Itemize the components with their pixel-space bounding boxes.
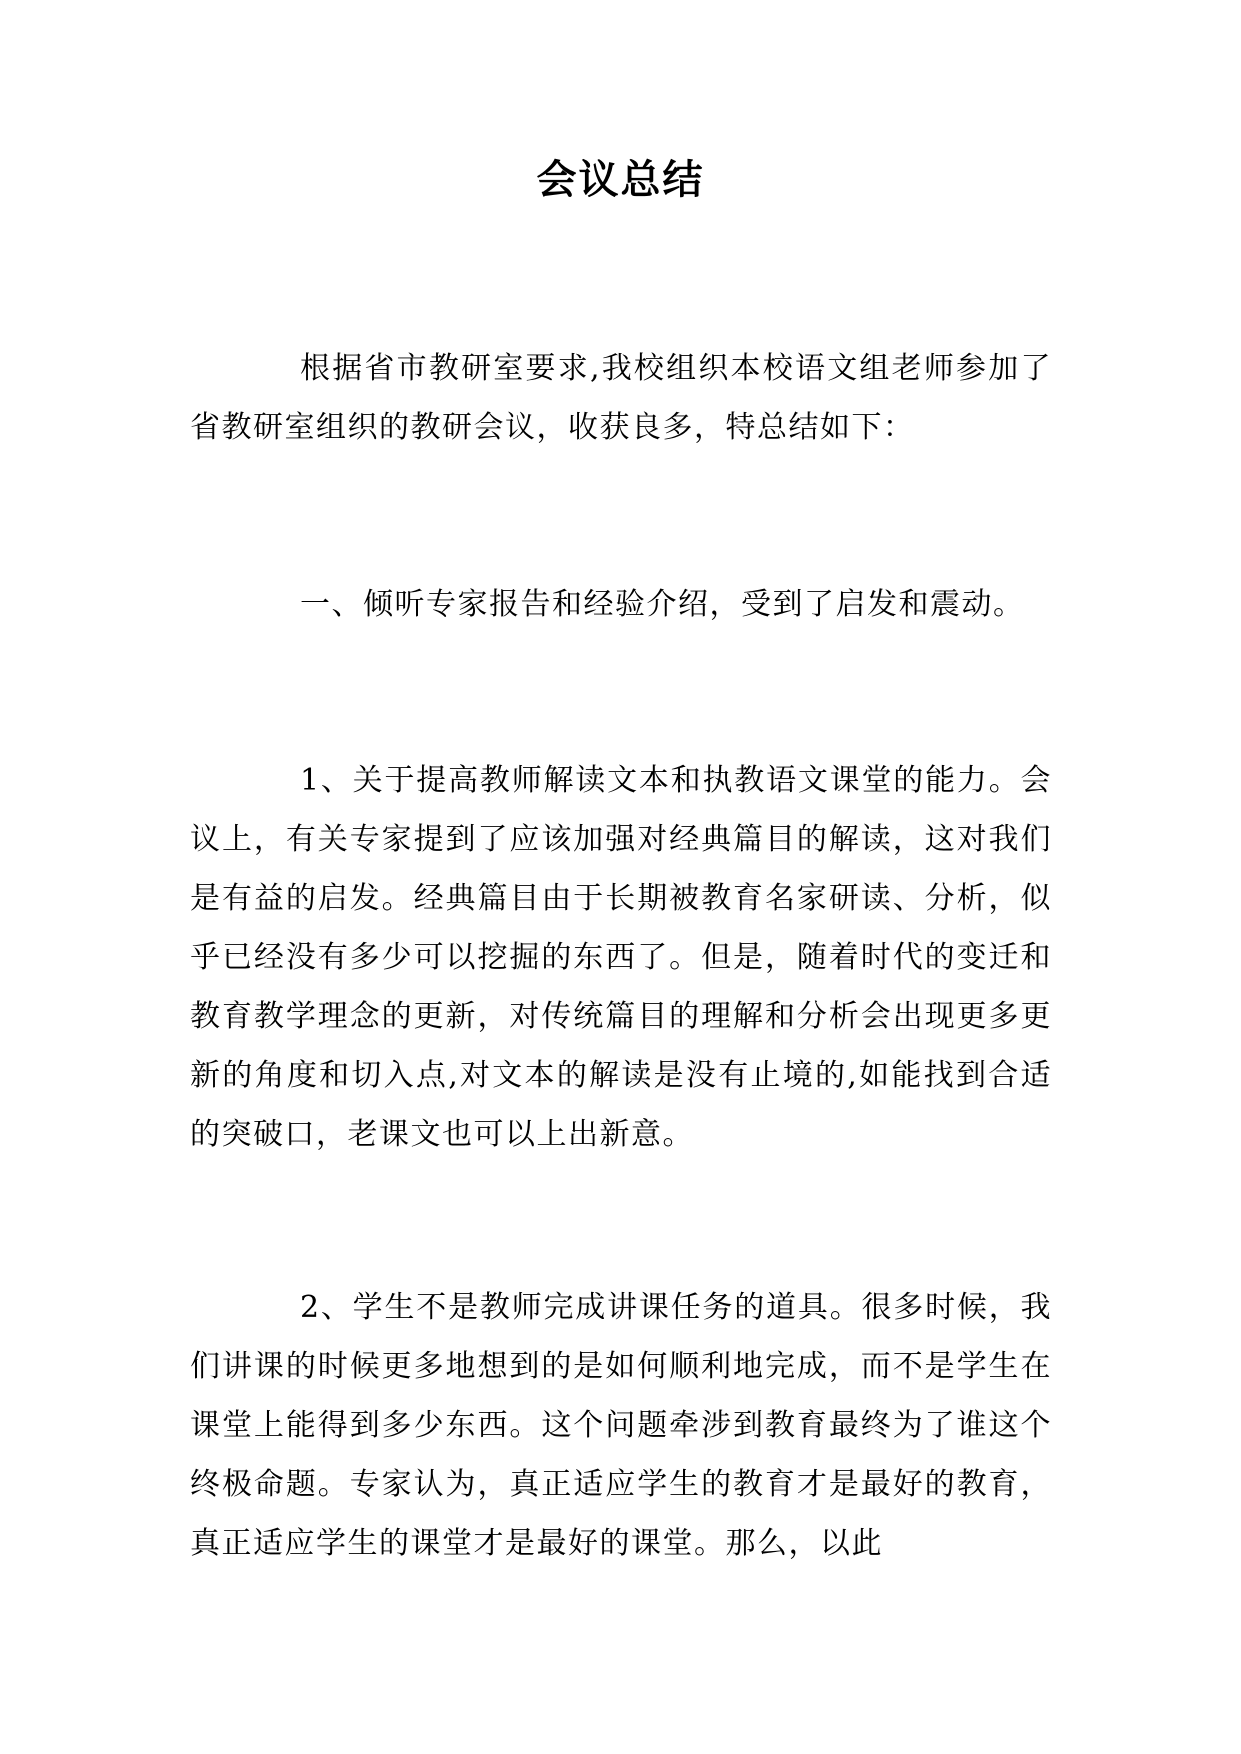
intro-paragraph: 根据省市教研室要求,我校组织本校语文组老师参加了省教研室组织的教研会议，收获良多，特总结如下： <box>190 351 1052 445</box>
section-heading-1: 一、倾听专家报告和经验介绍，受到了启发和震动。 <box>300 587 1025 622</box>
document-title: 会议总结 <box>536 157 705 203</box>
point-1-paragraph: 1、关于提高教师解读文本和执教语文课堂的能力。会议上，有关专家提到了应该加强对经典篇目的解读，这对我们是有益的启发。经典篇目由于长期被教育名家研读、分析，似乎已经没有多少可以挖掘的东西了。但是，随着时代的变迁和教育教学理念的更新，对传统篇目的理解和分析会出现更多更新的角度和切入点,对文本的解读是没有止境的,如能找到合适的突破口，老课文也可以上出新意。 <box>190 763 1052 1152</box>
point-2-paragraph: 2、学生不是教师完成讲课任务的道具。很多时候，我们讲课的时候更多地想到的是如何顺利地完成，而不是学生在课堂上能得到多少东西。这个问题牵涉到教育最终为了谁这个终极命题。专家认为，真正适应学生的教育才是最好的教育，真正适应学生的课堂才是最好的课堂。那么，以此 <box>190 1290 1052 1561</box>
